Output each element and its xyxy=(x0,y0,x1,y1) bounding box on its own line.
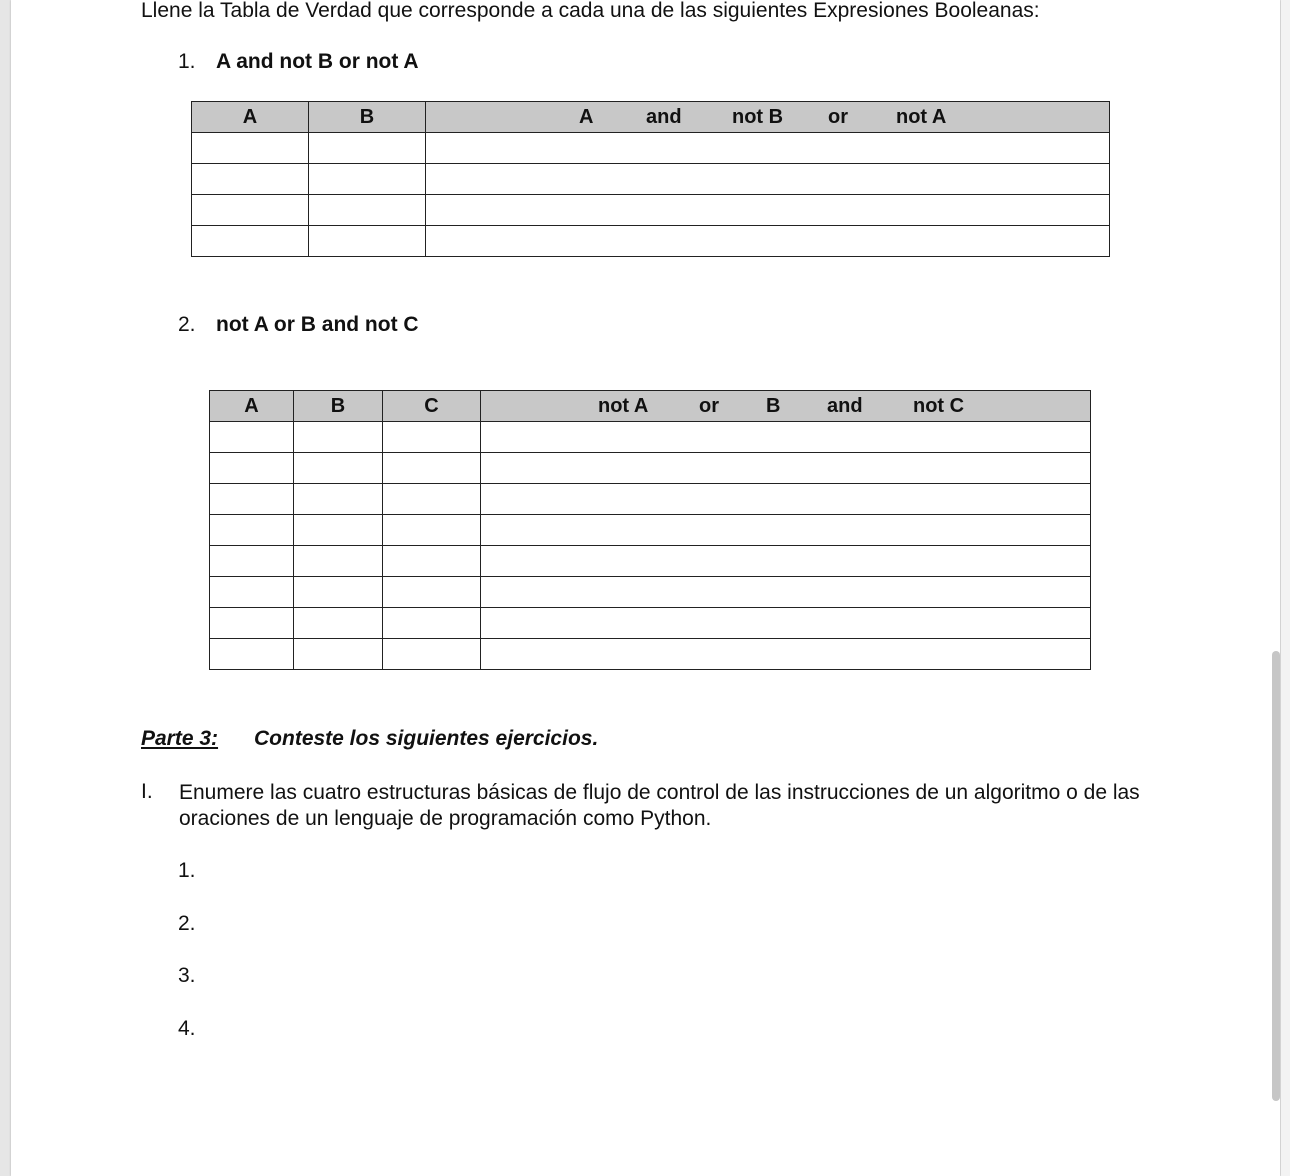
table-cell[interactable] xyxy=(294,546,383,577)
truth-table-1 xyxy=(191,101,1110,257)
answer-number: 4. xyxy=(178,1017,196,1040)
table-cell[interactable] xyxy=(294,515,383,546)
table-cell[interactable] xyxy=(383,422,481,453)
table-cell[interactable] xyxy=(294,422,383,453)
table-cell[interactable] xyxy=(426,133,1110,164)
table-cell[interactable] xyxy=(383,453,481,484)
vertical-scrollbar-thumb[interactable] xyxy=(1272,651,1280,1101)
header-b: B xyxy=(294,391,383,422)
table-row xyxy=(192,164,1110,195)
table-cell[interactable] xyxy=(426,195,1110,226)
table-cell[interactable] xyxy=(481,608,1091,639)
table-cell[interactable] xyxy=(192,133,309,164)
table-cell[interactable] xyxy=(481,422,1091,453)
table-cell[interactable] xyxy=(294,639,383,670)
table-cell[interactable] xyxy=(192,226,309,257)
exercise-2-number: 2. xyxy=(178,313,196,336)
header-c: C xyxy=(383,391,481,422)
table-cell[interactable] xyxy=(309,226,426,257)
document-page xyxy=(11,0,1280,1176)
question-text: Enumere las cuatro estructuras básicas de flujo de control de las instrucciones de un algoritmo o de las oraciones de un lenguaje de programación como Python. xyxy=(179,781,1140,830)
instruction-text: Llene la Tabla de Verdad que corresponde a cada una de las siguientes Expresiones Booleanas: xyxy=(141,0,1040,22)
table-cell[interactable] xyxy=(294,484,383,515)
table-cell[interactable] xyxy=(309,164,426,195)
expr-token: B xyxy=(766,395,781,417)
header-b: B xyxy=(309,102,426,133)
table-row xyxy=(192,195,1110,226)
table-cell[interactable] xyxy=(309,133,426,164)
table-cell[interactable] xyxy=(192,195,309,226)
answer-number: 3. xyxy=(178,964,196,987)
table-cell[interactable] xyxy=(426,164,1110,195)
table-cell[interactable] xyxy=(383,546,481,577)
expr-token: not B xyxy=(732,106,784,128)
parte3-title: Conteste los siguientes ejercicios. xyxy=(254,727,599,750)
expr-token: A xyxy=(579,106,594,128)
table-cell[interactable] xyxy=(481,639,1091,670)
table-cell[interactable] xyxy=(192,164,309,195)
table-cell[interactable] xyxy=(210,484,294,515)
header-expression xyxy=(481,391,1091,422)
table-cell[interactable] xyxy=(294,577,383,608)
table-row xyxy=(210,515,1091,546)
table-cell[interactable] xyxy=(383,639,481,670)
table-row xyxy=(210,422,1091,453)
header-expression xyxy=(426,102,1110,133)
table-cell[interactable] xyxy=(481,515,1091,546)
table-cell[interactable] xyxy=(210,515,294,546)
table-cell[interactable] xyxy=(294,608,383,639)
table-cell[interactable] xyxy=(210,453,294,484)
expr-token: not A xyxy=(896,106,947,128)
exercise-2-expression: not A or B and not C xyxy=(216,313,419,336)
table-cell[interactable] xyxy=(481,546,1091,577)
expr-token: not C xyxy=(913,395,965,417)
table-cell[interactable] xyxy=(294,453,383,484)
table-cell[interactable] xyxy=(383,484,481,515)
table-cell[interactable] xyxy=(210,639,294,670)
expr-token: and xyxy=(646,106,682,128)
table-cell[interactable] xyxy=(210,608,294,639)
table-row xyxy=(210,577,1091,608)
table-cell[interactable] xyxy=(383,577,481,608)
table-row xyxy=(210,639,1091,670)
parte3-label: Parte 3: xyxy=(141,727,219,750)
table-row xyxy=(210,453,1091,484)
table-cell[interactable] xyxy=(481,484,1091,515)
header-a: A xyxy=(210,391,294,422)
table-row xyxy=(192,226,1110,257)
table-row xyxy=(210,484,1091,515)
truth-table-2 xyxy=(209,390,1091,670)
answer-number: 1. xyxy=(178,859,196,882)
table-cell[interactable] xyxy=(481,577,1091,608)
table-cell[interactable] xyxy=(309,195,426,226)
table-cell[interactable] xyxy=(383,515,481,546)
header-a: A xyxy=(192,102,309,133)
table-cell[interactable] xyxy=(481,453,1091,484)
expr-token: not A xyxy=(598,395,649,417)
table-cell[interactable] xyxy=(383,608,481,639)
expr-token: and xyxy=(827,395,863,417)
table-row xyxy=(210,546,1091,577)
viewer-edge xyxy=(1281,0,1290,1176)
table-cell[interactable] xyxy=(210,546,294,577)
table-cell[interactable] xyxy=(210,577,294,608)
table-row xyxy=(192,133,1110,164)
exercise-1-number: 1. xyxy=(178,50,196,73)
expr-token: or xyxy=(828,106,848,128)
expr-token: or xyxy=(699,395,719,417)
table-row xyxy=(210,608,1091,639)
exercise-1-expression: A and not B or not A xyxy=(216,50,419,73)
question-roman-numeral: I. xyxy=(141,780,153,803)
answer-number: 2. xyxy=(178,912,196,935)
table-cell[interactable] xyxy=(210,422,294,453)
table-cell[interactable] xyxy=(426,226,1110,257)
